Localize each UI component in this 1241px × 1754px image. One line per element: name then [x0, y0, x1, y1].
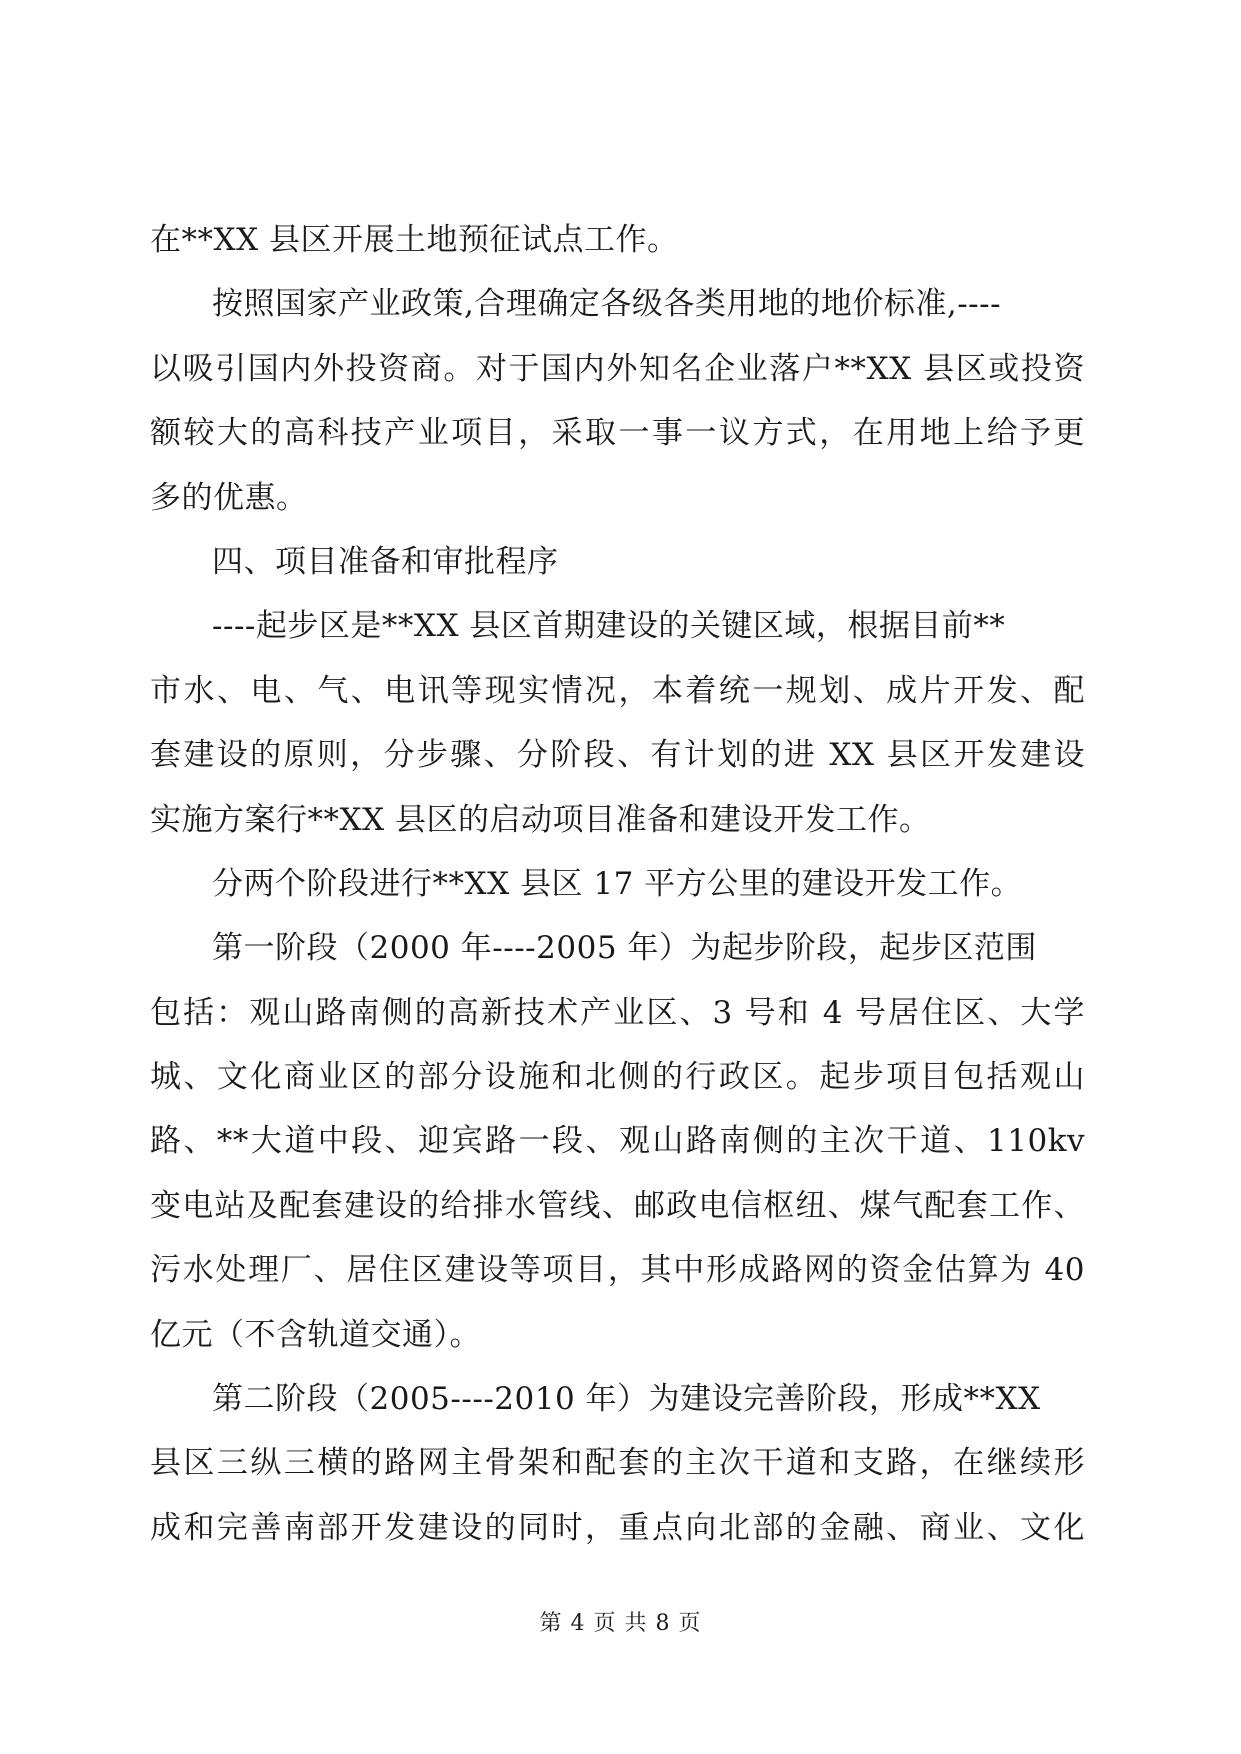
paragraph-line: 污水处理厂、居住区建设等项目，其中形成路网的资金估算为 40 [150, 1252, 1085, 1289]
paragraph-line: 市水、电、气、电讯等现实情况，本着统一规划、成片开发、配 [150, 672, 1085, 709]
document-body [150, 208, 1085, 1560]
paragraph-line: 包括：观山路南侧的高新技术产业区、3 号和 4 号居住区、大学 [150, 994, 1085, 1031]
paragraph-line: 分两个阶段进行**XX 县区 17 平方公里的建设开发工作。 [212, 865, 1023, 902]
paragraph-line: 按照国家产业政策,合理确定各级各类用地的地价标准,---- [212, 286, 1002, 323]
section-heading: 四、项目准备和审批程序 [212, 543, 559, 580]
paragraph-line: 成和完善南部开发建设的同时，重点向北部的金融、商业、文化 [150, 1509, 1085, 1546]
paragraph-line: 城、文化商业区的部分设施和北侧的行政区。起步项目包括观山 [150, 1059, 1085, 1096]
paragraph-line: 多的优惠。 [150, 479, 308, 516]
paragraph-line: 亿元（不含轨道交通）。 [150, 1316, 481, 1353]
paragraph-line: 路、**大道中段、迎宾路一段、观山路南侧的主次干道、110kv [150, 1123, 1085, 1160]
paragraph-line: 额较大的高科技产业项目，采取一事一议方式，在用地上给予更 [150, 415, 1085, 452]
paragraph-line: 套建设的原则，分步骤、分阶段、有计划的进 XX 县区开发建设 [150, 737, 1085, 774]
paragraph-line: 在**XX 县区开展土地预征试点工作。 [150, 222, 679, 258]
paragraph-line: 变电站及配套建设的给排水管线、邮政电信枢纽、煤气配套工作、 [150, 1187, 1085, 1224]
paragraph-line: 第二阶段（2005----2010 年）为建设完善阶段，形成**XX [212, 1381, 1041, 1418]
paragraph-line: ----起步区是**XX 县区首期建设的关键区域，根据目前** [212, 608, 1006, 645]
paragraph-line: 实施方案行**XX 县区的启动项目准备和建设开发工作。 [150, 801, 931, 838]
paragraph-line: 以吸引国内外投资商。对于国内外知名企业落户**XX 县区或投资 [150, 350, 1085, 387]
paragraph-line: 县区三纵三横的路网主骨架和配套的主次干道和支路，在继续形 [150, 1445, 1085, 1482]
paragraph-line: 第一阶段（2000 年----2005 年）为起步阶段，起步区范围 [212, 930, 1037, 967]
page-number-footer: 第 4 页 共 8 页 [539, 1611, 702, 1636]
